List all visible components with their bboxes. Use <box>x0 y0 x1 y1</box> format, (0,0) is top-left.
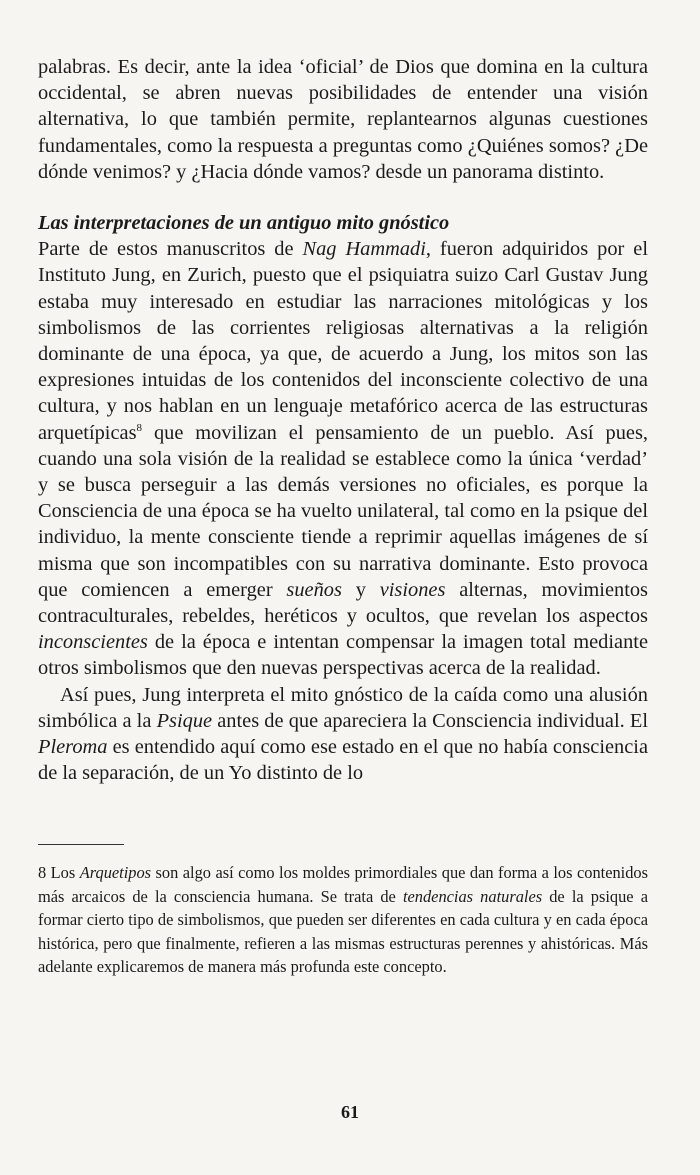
text-run: , fueron adquiridos por el Instituto Jung, en Zurich, puesto que el psiquiatra suizo Carl Gustav Jung estaba muy interesado en estudiar las narraciones mitológicas y los simbolismos de las corrientes religiosas alternativas a la religión dominante de una época, ya que, de acuerdo a Jung, los mitos son las expresiones intuidas de los contenidos del inconsciente colectivo de una cultura, y nos hablan en un lenguaje metafórico acerca de las estructuras arquetípicas <box>38 238 648 444</box>
text-run: de la psique a formar cierto tipo de simbolismos, que pueden ser diferentes en cada cultura y en cada época histórica, pero que finalmente, refieren a las mismas estructuras perennes y ahistóricas. Más adelante explicaremos de manera más profunda este concepto. <box>38 886 648 977</box>
text-run: Parte de estos manuscritos de <box>38 238 303 261</box>
text-run: 8 Los <box>38 863 80 883</box>
footnote <box>38 861 648 979</box>
text-run: palabras. Es decir, ante la idea ‘oficial’ de Dios que domina en la cultura occidental, se abren nuevas posibilidades de entender una visión alternativa, lo que también permite, replantearnos algunas cuestiones fundamentales, como la respuesta a preguntas como ¿Quiénes somos? ¿De dónde venimos? y ¿Hacia dónde vamos? desde un panorama distinto. <box>38 56 648 183</box>
footnote-divider <box>38 844 124 845</box>
emphasis: sueños <box>286 578 342 601</box>
text-run: que movilizan el pensamiento de un pueblo. Así pues, cuando una sola visión de la realidad se establece como la única ‘verdad’ y se busca perseguir a las demás versiones no oficiales, es porque la Consciencia de una época se ha vuelto unilateral, tal como en la psique del individuo, la mente consciente tiende a reprimir aquellas imágenes de sí misma que son incompatibles con su narrativa dominante. Esto provoca que comiencen a emerger <box>38 421 648 601</box>
text-run: es entendido aquí como ese estado en el que no había consciencia de la separación, de un Yo distinto de lo <box>38 736 648 785</box>
emphasis: Pleroma <box>38 736 108 759</box>
emphasis: tendencias naturales <box>402 886 543 906</box>
text-run: antes de que apareciera la Consciencia individual. El <box>212 709 649 732</box>
text-run: y <box>341 578 380 601</box>
text-run: alternas, movimientos contraculturales, rebeldes, heréticos y ocultos, que revelan los aspectos <box>38 578 648 628</box>
footnote-text <box>38 861 648 979</box>
emphasis: Arquetipos <box>79 863 152 883</box>
text-run: Así pues, Jung interpreta el mito gnóstico de la caída como una alusión simbólica a la <box>38 683 648 732</box>
emphasis: inconscientes <box>38 631 148 654</box>
text-run: de la época e intentan compensar la imagen total mediante otros simbolismos que den nuevas perspectivas acerca de la realidad. <box>38 631 648 680</box>
emphasis: visiones <box>379 578 446 601</box>
paragraph-2 <box>38 682 648 787</box>
paragraph-1 <box>38 236 648 681</box>
footnote-reference[interactable]: 8 <box>136 421 143 434</box>
text-run: son algo así como los moldes primordiales que dan forma a los contenidos más arcaicos de la consciencia humana. Se trata de <box>38 863 648 906</box>
section-heading: Las interpretaciones de un antiguo mito gnóstico <box>38 212 450 235</box>
page-number: 61 <box>341 1102 359 1122</box>
emphasis: Psique <box>156 709 213 732</box>
paragraph-intro <box>38 54 648 185</box>
main-text <box>38 54 648 786</box>
emphasis: Nag Hammadi <box>302 238 426 261</box>
